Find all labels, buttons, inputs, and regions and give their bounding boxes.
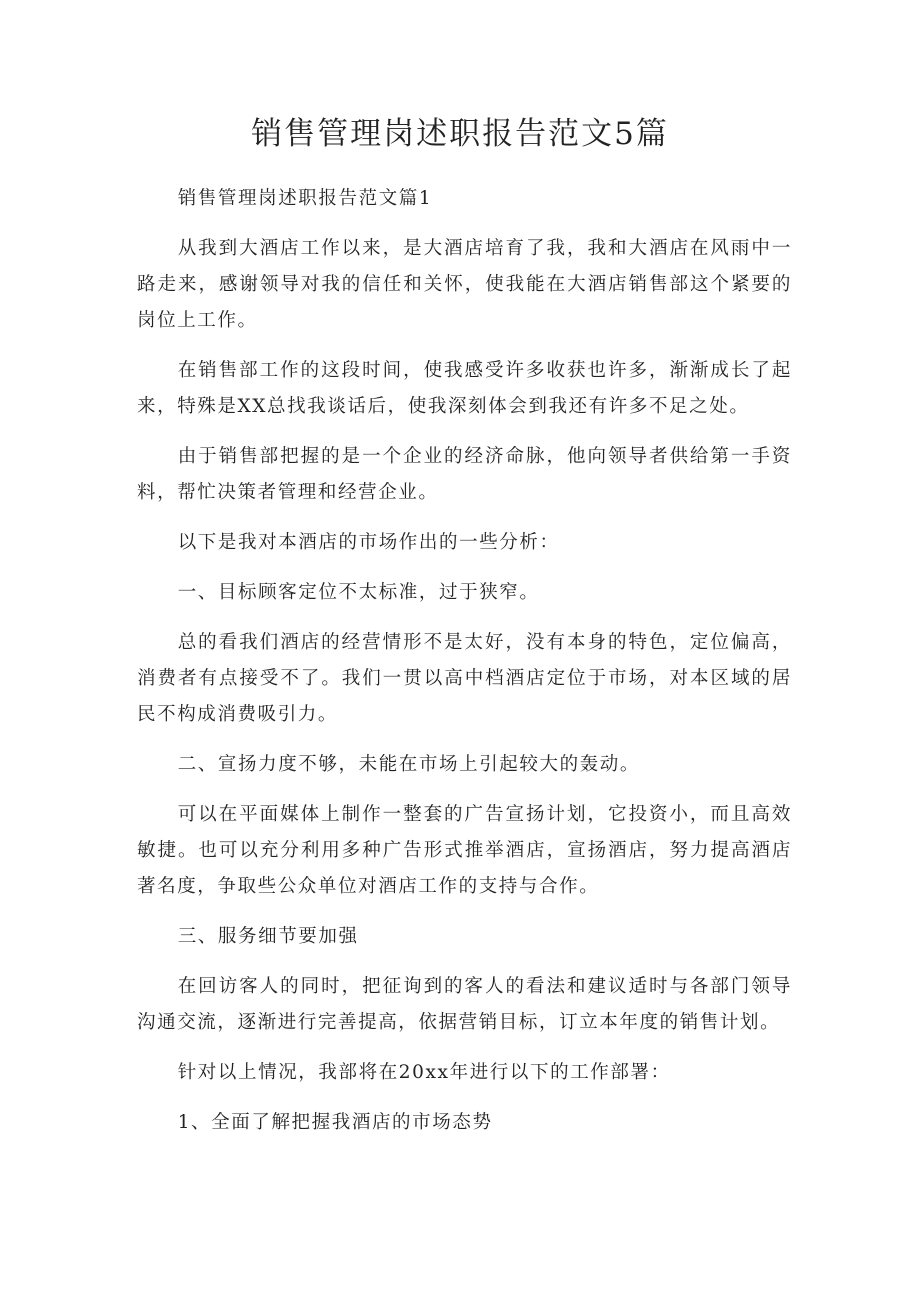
- paragraph: 1、全面了解把握我酒店的市场态势: [177, 1112, 493, 1133]
- document-title: 销售管理岗述职报告范文5篇: [251, 116, 669, 152]
- paragraph: 在回访客人的同时，把征询到的客人的看法和建议适时与各部门领导沟通交流，逐渐进行完善提高，依据营销目标，订立本年度的销售计划。: [137, 976, 792, 1033]
- paragraph: 可以在平面媒体上制作一整套的广告宣扬计划，它投资小，而且高效敏捷。也可以充分利用多种广告形式推举酒店，宣扬酒店，努力提高酒店著名度，争取些公众单位对酒店工作的支持与合作。: [137, 804, 792, 897]
- paragraph: 二、宣扬力度不够，未能在市场上引起较大的轰动。: [177, 754, 640, 775]
- paragraph: 以下是我对本酒店的市场作出的一些分析：: [177, 532, 560, 553]
- paragraph: 由于销售部把握的是一个企业的经济命脉，他向领导者供给第一手资料，帮忙决策者管理和经营企业。: [137, 446, 792, 503]
- paragraph: 在销售部工作的这段时间，使我感受许多收获也许多，渐渐成长了起来，特殊是XX总找我谈话后，使我深刻体会到我还有许多不足之处。: [137, 360, 792, 417]
- paragraph: 三、服务细节要加强: [177, 926, 359, 947]
- section-heading: 销售管理岗述职报告范文篇1: [177, 188, 433, 209]
- paragraph: 针对以上情况，我部将在20xx年进行以下的工作部署：: [177, 1062, 671, 1083]
- paragraph: 一、目标顾客定位不太标准，过于狭窄。: [177, 582, 540, 603]
- paragraph: 总的看我们酒店的经营情形不是太好，没有本身的特色，定位偏高，消费者有点接受不了。我们一贯以高中档酒店定位于市场，对本区域的居民不构成消费吸引力。: [137, 632, 792, 725]
- document-body: [137, 181, 792, 1155]
- paragraph: 从我到大酒店工作以来，是大酒店培育了我，我和大酒店在风雨中一路走来，感谢领导对我的信任和关怀，使我能在大酒店销售部这个紧要的岗位上工作。: [137, 238, 792, 331]
